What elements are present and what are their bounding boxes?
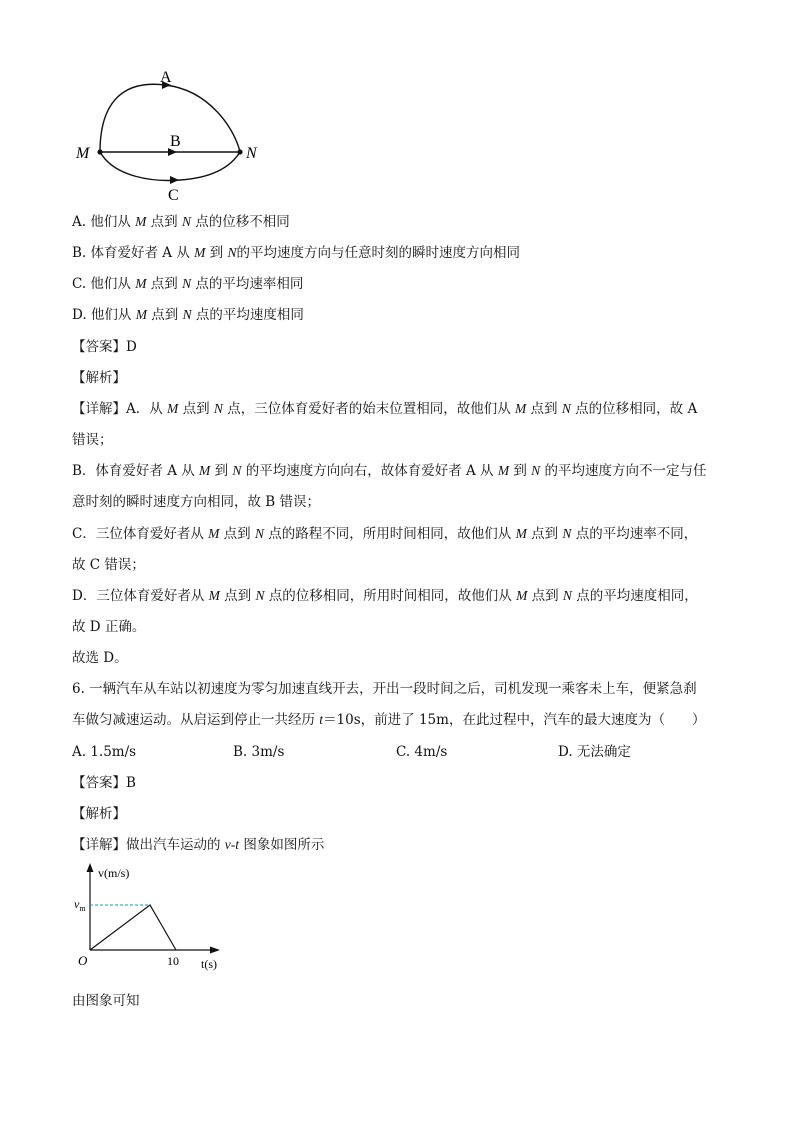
q5-answer: 【答案】D [72,339,137,355]
x-axis-arrow-icon [210,947,220,954]
label-c: C [168,187,179,204]
q5-detail-d-cont: 故 D 正确。 [72,619,146,635]
q6-option-b: B. 3m/s [233,744,285,760]
path-diagram [70,60,270,205]
vt-graph [70,860,230,975]
q5-conclusion: 故选 D。 [72,650,128,666]
q5-analysis-heading: 【解析】 [72,370,126,386]
q6-answer: 【答案】B [72,775,136,791]
t-tick-label: 10 [167,954,179,968]
q5-detail-a: 【详解】A．从 M 点到 N 点，三位体育爱好者的始末位置相同，故他们从 M 点到 N 点的位移相同，故 A [72,401,698,417]
q5-detail-a-cont: 错误； [72,432,113,448]
q6-conclusion: 由图象可知 [72,993,140,1009]
q6-stem-line1: 6. 一辆汽车从车站以初速度为零匀加速直线开去，开出一段时间之后，司机发现一乘客未上车，便紧急刹 [72,681,697,697]
y-axis-label: v(m/s) [98,866,130,880]
q6-stem-line2: 车做匀减速运动。从启运到停止一共经历 t＝10s，前进了 15m，在此过程中，汽车的最大速度为（ ） [72,712,706,728]
q5-option-b: B. 体育爱好者 A 从 M 到 N的平均速度方向与任意时刻的瞬时速度方向相同 [72,245,520,261]
q6-detail: 【详解】做出汽车运动的 v-t 图象如图所示 [72,837,325,853]
y-axis-arrow-icon [87,863,94,872]
arrow-c-icon [170,176,179,184]
q6-option-a: A. 1.5m/s [72,744,137,760]
q5-detail-b: B．体育爱好者 A 从 M 到 N 的平均速度方向向右，故体育爱好者 A 从 M 到 N 的平均速度方向不一定与任 [72,463,707,479]
point-m [97,149,102,154]
q5-detail-b-cont: 意时刻的瞬时速度方向相同，故 B 错误； [72,494,321,510]
q5-option-c: C. 他们从 M 点到 N 点的平均速率相同 [72,276,304,292]
vm-label: $v_m$ [74,897,86,913]
q5-detail-d: D．三位体育爱好者从 M 点到 N 点的位移相同，所用时间相同，故他们从 M 点到 N 点的平均速度相同， [72,588,698,604]
q5-option-d: D. 他们从 M 点到 N 点的平均速度相同 [72,307,304,323]
q6-analysis-heading: 【解析】 [72,806,126,822]
q6-option-d: D. 无法确定 [558,744,631,760]
vt-curve [90,905,176,950]
q5-option-a: A. 他们从 M 点到 N 点的位移不相同 [72,214,290,230]
q6-option-c: C. 4m/s [396,744,448,760]
origin-label: O [78,953,88,968]
label-a: A [160,69,172,86]
q5-detail-c: C．三位体育爱好者从 M 点到 N 点的路程不同，所用时间相同，故他们从 M 点到 N 点的平均速率不同， [72,526,698,542]
point-n [237,149,242,154]
label-b: B [170,133,181,150]
label-n: N [246,145,257,162]
q5-detail-c-cont: 故 C 错误； [72,557,145,573]
label-m: M [76,145,90,162]
x-axis-label: t(s) [201,957,217,971]
